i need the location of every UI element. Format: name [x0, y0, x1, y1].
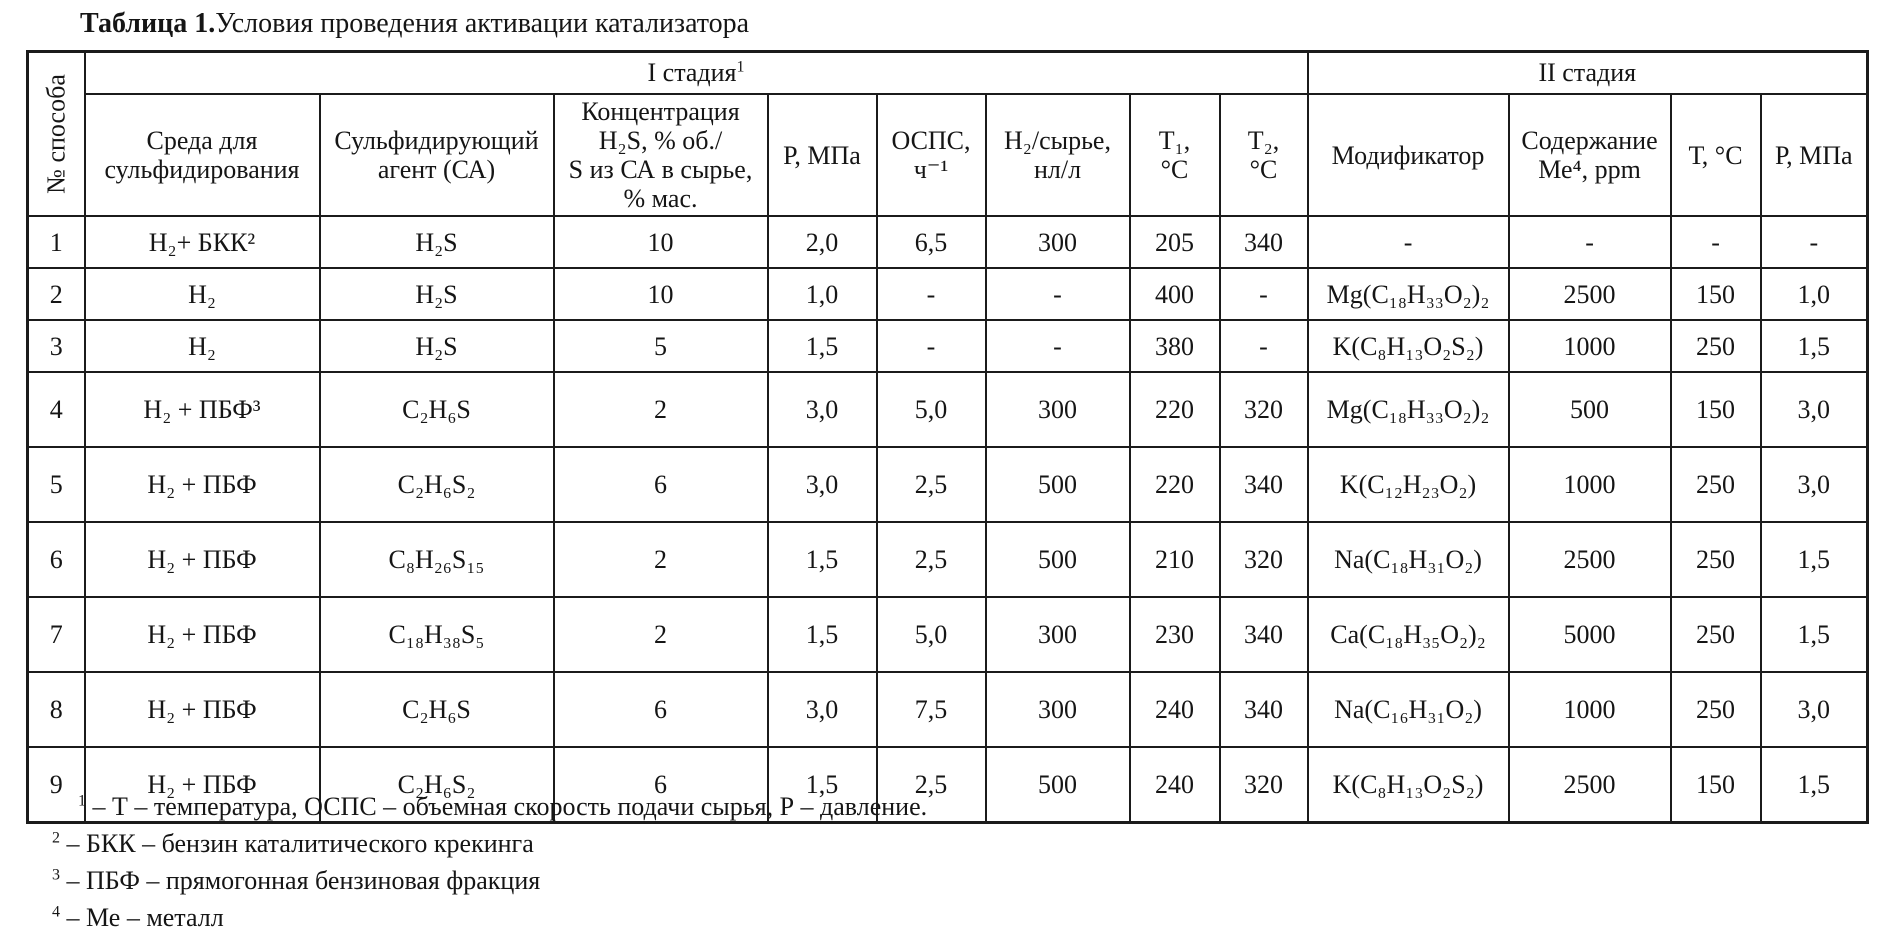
cell-method-number: 2 — [28, 268, 85, 320]
column-header-row — [28, 94, 1868, 216]
table-cell: 380 — [1130, 320, 1220, 372]
table-cell: 5000 — [1509, 597, 1671, 672]
table-cell: K(C₈H₁₃O₂S₂) — [1308, 747, 1509, 823]
footnote — [52, 829, 927, 859]
table-cell: 1,0 — [768, 268, 877, 320]
table-row — [28, 372, 1868, 447]
table-cell: K(C₈H₁₃O₂S₂) — [1308, 320, 1509, 372]
table-cell: - — [1220, 320, 1308, 372]
table-row — [28, 597, 1868, 672]
table-cell: 500 — [986, 747, 1130, 823]
table-title-number: Таблица 1. — [80, 8, 216, 39]
table-cell: 3,0 — [768, 672, 877, 747]
table-cell: C₈H₂₆S₁₅ — [320, 522, 554, 597]
footnote-marker: 1 — [78, 792, 86, 810]
footnote — [52, 866, 927, 896]
footnote-marker: 2 — [52, 829, 60, 847]
table-cell: 6,5 — [877, 216, 986, 268]
table-cell: 500 — [1509, 372, 1671, 447]
header-method-number — [28, 52, 85, 217]
table-cell: 150 — [1671, 372, 1761, 447]
table-cell: 2,5 — [877, 522, 986, 597]
table-cell: 5,0 — [877, 372, 986, 447]
table-cell: 6 — [554, 447, 768, 522]
table-cell: 2,5 — [877, 447, 986, 522]
header-pressure-stage2: Р, МПа — [1761, 94, 1868, 216]
table-cell: 250 — [1671, 522, 1761, 597]
footnote-text: – Ме – металл — [60, 903, 224, 932]
table-cell: - — [877, 320, 986, 372]
header-pressure-stage1: Р, МПа — [768, 94, 877, 216]
table-cell: - — [1220, 268, 1308, 320]
table-cell: 150 — [1671, 268, 1761, 320]
table-cell: 250 — [1671, 447, 1761, 522]
table-cell: 2,0 — [768, 216, 877, 268]
table-cell: C₂H₆S₂ — [320, 747, 554, 823]
table-title — [80, 8, 749, 40]
table-cell: Mg(C₁₈H₃₃O₂)₂ — [1308, 372, 1509, 447]
table-row — [28, 268, 1868, 320]
table-cell: - — [1308, 216, 1509, 268]
table-cell: H₂S — [320, 268, 554, 320]
table-cell: 2500 — [1509, 522, 1671, 597]
table-cell: Mg(C₁₈H₃₃O₂)₂ — [1308, 268, 1509, 320]
table-cell: 6 — [554, 747, 768, 823]
table-cell: 320 — [1220, 747, 1308, 823]
header-stage1 — [85, 52, 1308, 95]
table-cell: H₂ — [85, 320, 320, 372]
table-cell: 1,5 — [768, 597, 877, 672]
footnotes — [52, 792, 927, 932]
table-cell: 250 — [1671, 320, 1761, 372]
table-header — [28, 52, 1868, 217]
table-cell: 2500 — [1509, 268, 1671, 320]
table-cell: 2500 — [1509, 747, 1671, 823]
table-cell: - — [1509, 216, 1671, 268]
table-cell: 340 — [1220, 216, 1308, 268]
table-cell: 320 — [1220, 372, 1308, 447]
table-cell: H₂ + ПБФ — [85, 597, 320, 672]
header-stage1-label: I стадия — [647, 58, 737, 88]
cell-method-number: 1 — [28, 216, 85, 268]
table-row — [28, 672, 1868, 747]
table-cell: 1,0 — [1761, 268, 1868, 320]
table-cell: 1,5 — [768, 747, 877, 823]
table-cell: 230 — [1130, 597, 1220, 672]
table-cell: C₂H₆S₂ — [320, 447, 554, 522]
table-cell: - — [986, 268, 1130, 320]
table-cell: 2 — [554, 372, 768, 447]
table-cell: 300 — [986, 597, 1130, 672]
table-row — [28, 522, 1868, 597]
table-cell: H₂ + ПБФ — [85, 447, 320, 522]
table-cell: H₂ + ПБФ — [85, 672, 320, 747]
cell-method-number: 9 — [28, 747, 85, 823]
table-cell: 340 — [1220, 672, 1308, 747]
table-cell: 240 — [1130, 672, 1220, 747]
table-cell: 1000 — [1509, 672, 1671, 747]
table-cell: C₂H₆S — [320, 372, 554, 447]
table-cell: 340 — [1220, 447, 1308, 522]
cell-method-number: 5 — [28, 447, 85, 522]
stage-header-row — [28, 52, 1868, 95]
table-cell: 400 — [1130, 268, 1220, 320]
table-cell: 250 — [1671, 672, 1761, 747]
table-cell: 1,5 — [1761, 522, 1868, 597]
header-t-stage2: Т, °С — [1671, 94, 1761, 216]
header-modifier: Модификатор — [1308, 94, 1509, 216]
table-cell: 300 — [986, 216, 1130, 268]
table-cell: Na(C₁₈H₃₁O₂) — [1308, 522, 1509, 597]
table-cell: 210 — [1130, 522, 1220, 597]
table-cell: C₂H₆S — [320, 672, 554, 747]
footnote-text: – ПБФ – прямогонная бензиновая фракция — [60, 866, 541, 895]
table-cell: 6 — [554, 672, 768, 747]
header-metal-content: Содержание Ме⁴, ppm — [1509, 94, 1671, 216]
footnote-marker: 3 — [52, 866, 60, 884]
table-cell: 2,5 — [877, 747, 986, 823]
table-cell: 3,0 — [768, 447, 877, 522]
header-h2-feed-ratio: H₂/сырье, нл/л — [986, 94, 1130, 216]
table-cell: 500 — [986, 447, 1130, 522]
header-method-number-label: № способа — [41, 74, 71, 195]
table-cell: 3,0 — [1761, 447, 1868, 522]
header-h2s-concentration: Концентрация H₂S, % об./ S из СА в сырье, % мас. — [554, 94, 768, 216]
header-stage2: II стадия — [1308, 52, 1868, 95]
table-cell: 2 — [554, 597, 768, 672]
footnote-text: – БКК – бензин каталитического крекинга — [60, 829, 534, 858]
table-cell: H₂ + ПБФ — [85, 522, 320, 597]
table-cell: 1,5 — [768, 522, 877, 597]
table-cell: 1000 — [1509, 320, 1671, 372]
table-cell: 2 — [554, 522, 768, 597]
table-cell: 1,5 — [1761, 320, 1868, 372]
table-row — [28, 320, 1868, 372]
header-sulfidation-medium: Среда для сульфидирования — [85, 94, 320, 216]
header-ohsv: ОСПС, ч⁻¹ — [877, 94, 986, 216]
cell-method-number: 6 — [28, 522, 85, 597]
table-cell: 300 — [986, 372, 1130, 447]
footnote-marker: 4 — [52, 903, 60, 921]
activation-conditions-table — [26, 50, 1869, 824]
header-t2: Т₂, °С — [1220, 94, 1308, 216]
table-cell: H₂+ БКК² — [85, 216, 320, 268]
table-cell: 1,5 — [1761, 597, 1868, 672]
header-t1: Т₁, °С — [1130, 94, 1220, 216]
table-cell: 1000 — [1509, 447, 1671, 522]
table-cell: C₁₈H₃₈S₅ — [320, 597, 554, 672]
footnote — [52, 903, 927, 932]
table-cell: 7,5 — [877, 672, 986, 747]
cell-method-number: 7 — [28, 597, 85, 672]
table-cell: 3,0 — [1761, 672, 1868, 747]
table-cell: Na(C₁₆H₃₁O₂) — [1308, 672, 1509, 747]
table-cell: 220 — [1130, 372, 1220, 447]
table-cell: 3,0 — [768, 372, 877, 447]
table-body — [28, 216, 1868, 823]
table-cell: 240 — [1130, 747, 1220, 823]
table-cell: H₂ — [85, 268, 320, 320]
table-cell: Ca(C₁₈H₃₅O₂)₂ — [1308, 597, 1509, 672]
header-sulfiding-agent: Сульфидирующий агент (СА) — [320, 94, 554, 216]
table-cell: 500 — [986, 522, 1130, 597]
table-cell: H₂ + ПБФ — [85, 747, 320, 823]
footnote-text: – Т – температура, ОСПС – объемная скорость подачи сырья, Р – давление. — [86, 792, 928, 821]
stage1-footnote-ref: 1 — [736, 58, 745, 76]
table-cell: 1,5 — [768, 320, 877, 372]
table-row — [28, 447, 1868, 522]
table-cell: 1,5 — [1761, 747, 1868, 823]
table-cell: H₂ + ПБФ³ — [85, 372, 320, 447]
cell-method-number: 8 — [28, 672, 85, 747]
table-cell: - — [1761, 216, 1868, 268]
table-cell: H₂S — [320, 216, 554, 268]
table-cell: 340 — [1220, 597, 1308, 672]
cell-method-number: 4 — [28, 372, 85, 447]
table-cell: 205 — [1130, 216, 1220, 268]
table-cell: 150 — [1671, 747, 1761, 823]
table-title-text: Условия проведения активации катализатора — [215, 8, 750, 39]
table-cell: 5,0 — [877, 597, 986, 672]
table-cell: 3,0 — [1761, 372, 1868, 447]
table-cell: 5 — [554, 320, 768, 372]
table-cell: - — [1671, 216, 1761, 268]
table-cell: - — [877, 268, 986, 320]
table-cell: 320 — [1220, 522, 1308, 597]
table-cell: H₂S — [320, 320, 554, 372]
footnote — [52, 792, 927, 822]
table-cell: K(C₁₂H₂₃O₂) — [1308, 447, 1509, 522]
table-row — [28, 216, 1868, 268]
table-cell: 10 — [554, 216, 768, 268]
table-cell: 220 — [1130, 447, 1220, 522]
table-cell: 250 — [1671, 597, 1761, 672]
table-cell: 300 — [986, 672, 1130, 747]
cell-method-number: 3 — [28, 320, 85, 372]
table-cell: - — [986, 320, 1130, 372]
table-cell: 10 — [554, 268, 768, 320]
